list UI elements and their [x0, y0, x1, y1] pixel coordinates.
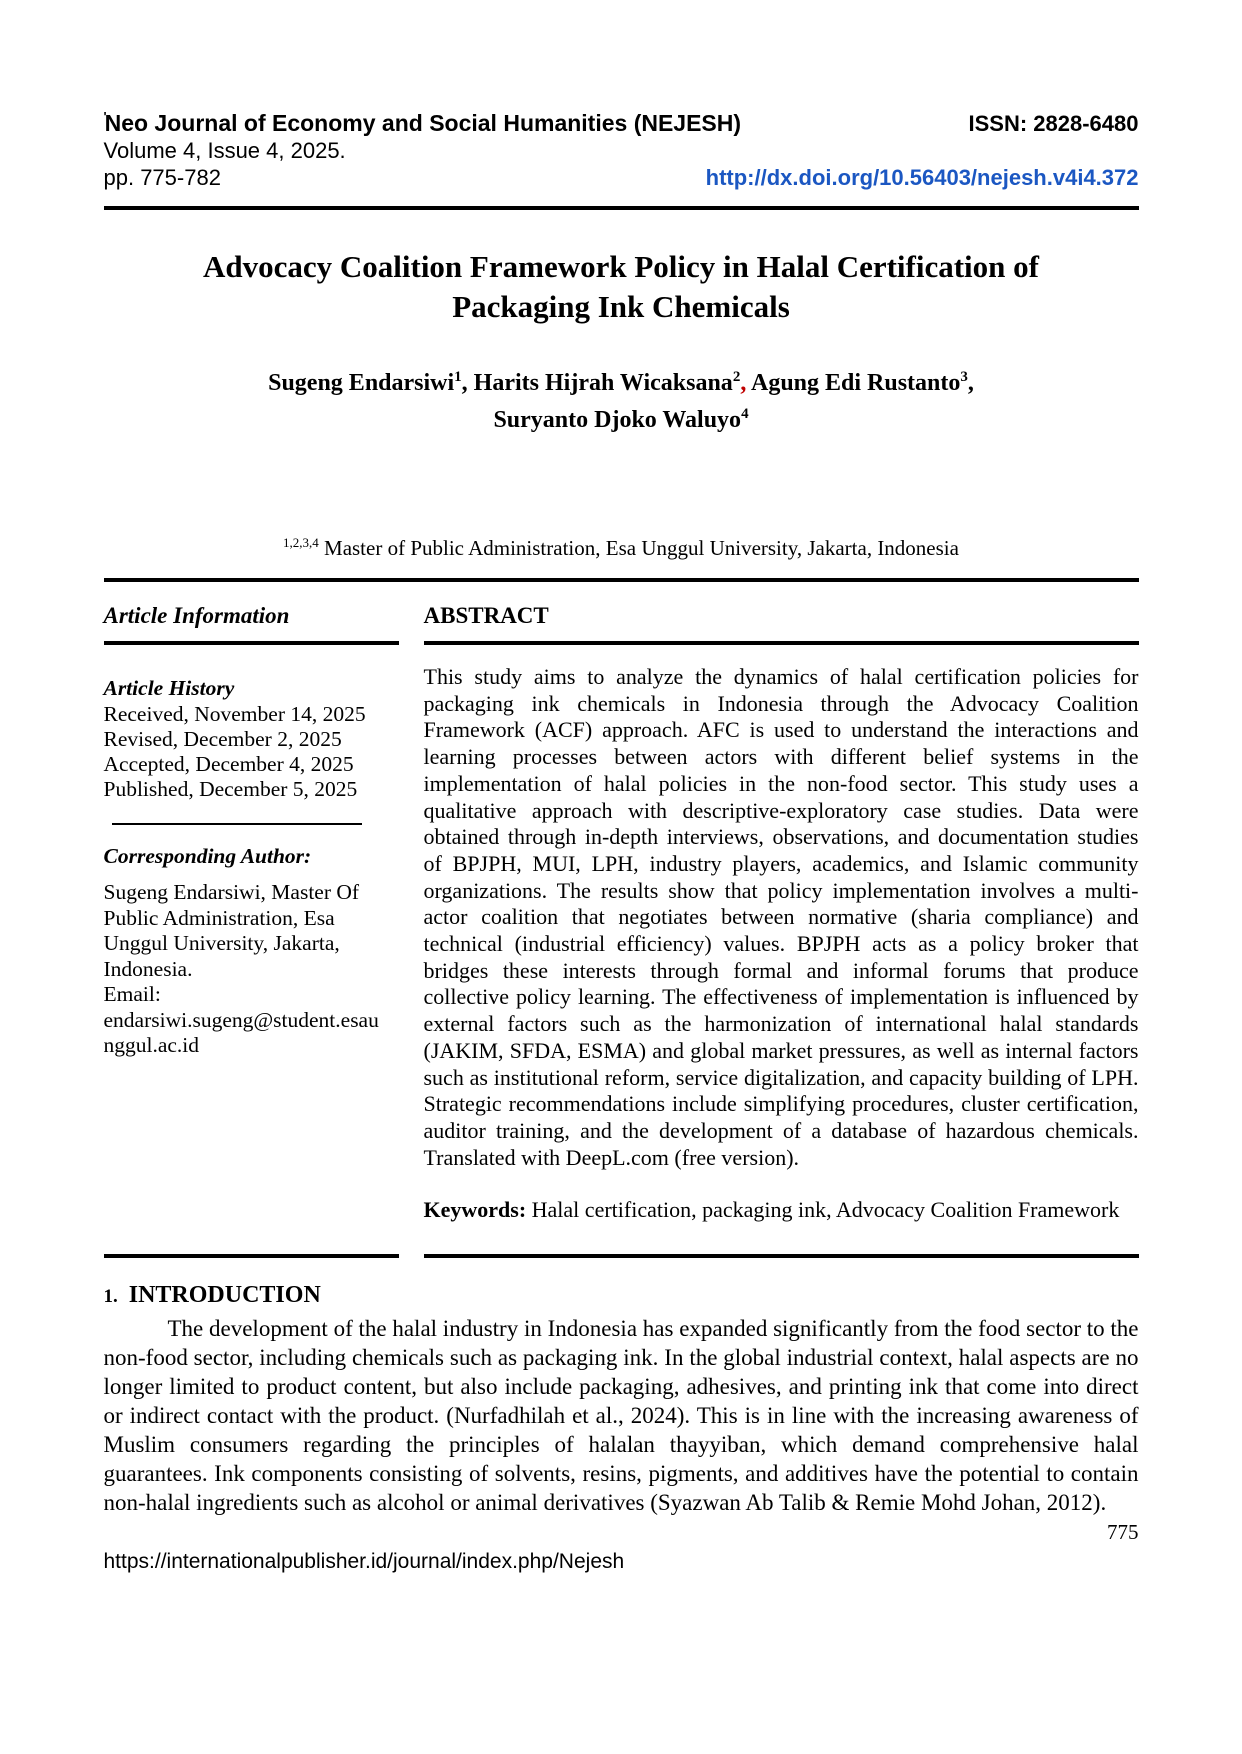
info-section-divider [112, 823, 362, 825]
red-comma: , [740, 370, 747, 396]
author-3: Agung Edi Rustanto [746, 370, 961, 396]
header-divider-rule [104, 206, 1139, 210]
affiliation-text: Master of Public Administration, Esa Unggul University, Jakarta, Indonesia [318, 536, 959, 560]
corresponding-author-block [104, 880, 399, 1059]
keywords-text: Halal certification, packaging ink, Advocacy Coalition Framework [526, 1197, 1120, 1223]
abstract-text: This study aims to analyze the dynamics of halal certification policies for packaging ink chemicals in Indonesia through the Advocacy Coalition Framework (ACF) approach. AFC is used to understand the interactions and learning processes between actors with different belief systems in the implementation of halal policies in the non-food sector. This study uses a qualitative approach with descriptive-exploratory case studies. Data were obtained through in-depth interviews, observations, and documentation studies of BPJPH, MUI, LPH, industry players, academics, and Islamic community organizations. The results show that policy implementation involves a multi-actor coalition that negotiates between normative (sharia compliance) and technical (industrial efficiency) values. BPJPH acts as a policy broker that bridges these interests through formal and informal forums that produce collective policy learning. The effectiveness of implementation is influenced by external factors such as the harmonization of international halal standards (JAKIM, SFDA, ESMA) and global market pressures, as well as internal factors such as institutional reform, service digitalization, and capacity building of LPH. Strategic recommendations include simplifying procedures, cluster certification, auditor training, and the development of a database of hazardous chemicals. Translated with DeepL.com (free version). [423, 664, 1139, 1170]
corresponding-author-heading: Corresponding Author: [103, 844, 312, 868]
email-address-line: endarsiwi.sugeng@student.esau [103, 1007, 379, 1032]
corresponding-author-line: Unggul University, Jakarta, [103, 931, 340, 955]
history-revised: Revised, December 2, 2025 [103, 727, 342, 751]
introduction-heading [104, 1282, 1139, 1309]
volume-issue-line: Volume 4, Issue 4, 2025. [103, 138, 346, 163]
history-accepted: Accepted, December 4, 2025 [103, 752, 354, 776]
article-information-column [104, 645, 399, 1224]
abstract-column [424, 645, 1139, 1224]
info-table-bottom-rule-left [104, 1254, 399, 1258]
issn-label: ISSN: 2828-6480 [968, 111, 1139, 136]
author-1-affil-sup: 1 [454, 369, 462, 385]
email-address-line: nggul.ac.id [103, 1033, 200, 1057]
paper-title [104, 247, 1139, 327]
info-table-top-rule [104, 578, 1139, 582]
email-label: Email: [103, 982, 161, 1006]
article-information-heading: Article Information [103, 603, 290, 628]
info-table-bottom-rule-right [424, 1254, 1139, 1258]
history-received: Received, November 14, 2025 [103, 702, 366, 726]
journal-footer-url: https://internationalpublisher.id/journal/index.php/Nejesh [103, 1550, 625, 1574]
corresponding-author-line: Indonesia. [103, 956, 193, 981]
affiliation-line [104, 535, 1139, 561]
author-2-affil-sup: 2 [732, 369, 741, 385]
abstract-heading: ABSTRACT [423, 603, 549, 628]
author-line-1: Sugeng Endarsiwi$^1$, Harits Hijrah Wicaksana$^2$, Agung Edi Rustanto$^3$, [268, 369, 974, 396]
history-published: Published, December 5, 2025 [103, 777, 358, 801]
section-number: 1. [103, 1286, 118, 1308]
masthead [104, 103, 1139, 191]
author-2: Harits Hijrah Wicaksana [473, 370, 733, 396]
article-history-heading: Article History [103, 676, 235, 700]
author-4-affil-sup: 4 [741, 406, 749, 422]
affiliation-sup: 1,2,3,4 [283, 535, 319, 550]
page-range-line: pp. 775-782 [103, 165, 221, 190]
stray-tick-mark: ' [103, 109, 105, 124]
journal-name-text: Neo Journal of Economy and Social Humanities (NEJESH) [104, 110, 742, 136]
author-3-affil-sup: 3 [960, 369, 968, 385]
author-list [104, 362, 1139, 436]
doi-link[interactable]: http://dx.doi.org/10.56403/nejesh.v4i4.372 [705, 165, 1139, 190]
paper-title-line2: Packaging Ink Chemicals [452, 289, 790, 324]
corresponding-author-line: Sugeng Endarsiwi, Master Of [103, 880, 360, 904]
paper-title-line1: Advocacy Coalition Framework Policy in Halal Certification of [202, 249, 1039, 284]
keywords-label: Keywords: [423, 1197, 527, 1223]
page-number: 775 [1107, 1520, 1139, 1545]
section-title: INTRODUCTION [128, 1282, 321, 1309]
introduction-section [104, 1282, 1139, 1517]
journal-name [104, 103, 742, 137]
author-4: Suryanto Djoko Waluyo [493, 407, 742, 433]
keywords-line [424, 1197, 1139, 1224]
introduction-paragraph: The development of the halal industry in Indonesia has expanded significantly from the food sector to the non-food sector, including chemicals such as packaging ink. In the global industrial context, halal aspects are no longer limited to product content, but also include packaging, adhesives, and printing ink that come into direct or indirect contact with the product. (Nurfadhilah et al., 2024). This is in line with the increasing awareness of Muslim consumers regarding the principles of halalan thayyiban, which demand comprehensive halal guarantees. Ink components consisting of solvents, resins, pigments, and additives have the potential to contain non-halal ingredients such as alcohol or animal derivatives (Syazwan Ab Talib & Remie Mohd Johan, 2012). [103, 1316, 1139, 1516]
author-1: Sugeng Endarsiwi [268, 370, 455, 396]
corresponding-author-line: Public Administration, Esa [103, 905, 335, 930]
author-line-2 [104, 399, 1139, 436]
